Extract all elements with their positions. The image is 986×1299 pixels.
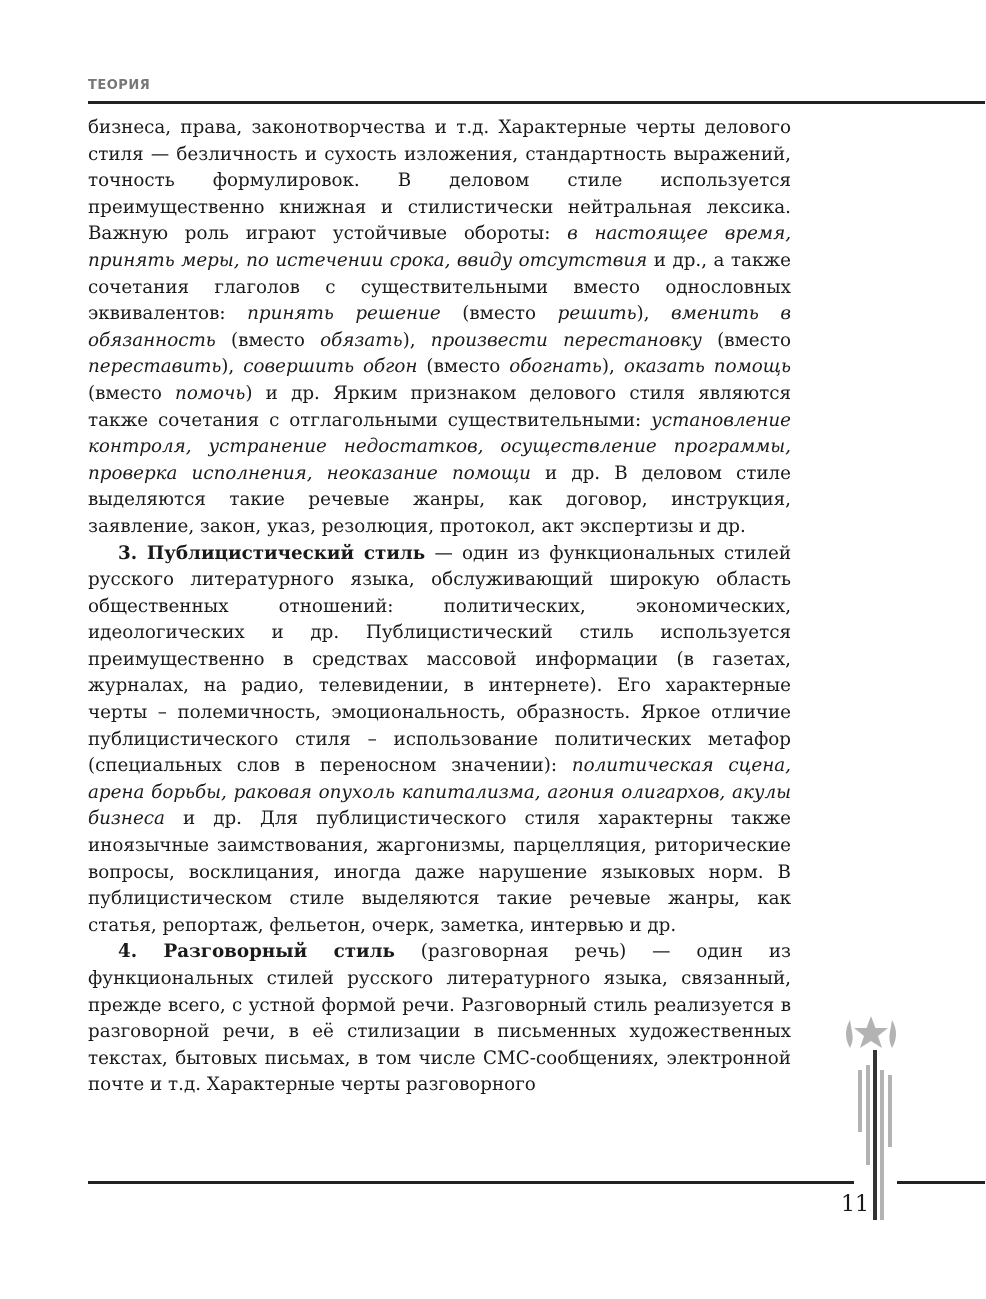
italic-example: совершить обгон xyxy=(243,356,418,378)
italic-example: помочь xyxy=(175,382,246,404)
text-run: — один из функциональных стилей русского литературного языка, обслуживающий широкую область общественных отношений: политических, экономических, идеологических и др. Публицистический стиль используется преимущественно в средствах массовой информации (в газетах, журналах, на радио, телевидении, в интернете). Его характерные черты – полемичность, эмоциональность, образность. Яркое отличие публицистического стиля – использование политических метафор (специальных слов в переносном значении): xyxy=(88,542,792,777)
italic-example: политическая сцена, арена борьбы, раковая опухоль капитализма, агония олигархов, акулы бизнеса xyxy=(88,755,791,830)
footer-rule xyxy=(88,1181,854,1184)
text-run: и др. Для публицистического стиля характерны также иноязычные заимствования, жаргонизмы, парцелляция, риторические вопросы, восклицания, иногда даже нарушение языковых норм. В публицистическом стиле выделяются такие речевые жанры, как статья, репортаж, фельетон, очерк, заметка, интервью и др. xyxy=(88,808,791,936)
emblem-bar xyxy=(888,1075,892,1147)
text-run: (разговорная речь) — один из функциональных стилей русского литературного языка, связанный, прежде всего, с устной формой речи. Разговорный стиль реализуется в разговорной речи, в её стилизации в письменных художественных текстах, бытовых письмах, в том числе СМС-сообщениях, электронной почте и т.д. Характерные черты разговорного xyxy=(88,941,791,1096)
header-rule xyxy=(88,101,985,104)
star-icon xyxy=(854,1016,888,1048)
paragraph-colloquial-style xyxy=(88,939,791,1099)
text-run: и др., а также сочетания глаголов с существительными вместо однословных эквивалентов: xyxy=(88,249,792,325)
italic-example: вменить в обязанность xyxy=(88,303,791,351)
laurel-left-icon xyxy=(846,1020,853,1048)
footer-rule xyxy=(897,1181,985,1184)
text-run: ) и др. Ярким признаком делового стиля являются также сочетания с отглагольными существительными: xyxy=(88,382,792,431)
italic-example: в настоящее время, принять меры, по истечении срока, ввиду отсутствия xyxy=(88,223,792,271)
italic-example: обязать xyxy=(320,329,403,351)
emblem-bar xyxy=(858,1070,862,1132)
text-run: (вместо xyxy=(701,329,791,351)
text-run: (вместо xyxy=(417,356,510,378)
text-run: (вместо xyxy=(440,303,558,325)
text-run: и др. В деловом стиле выделяются такие речевые жанры, как договор, инструкция, заявление, закон, указ, резолюция, протокол, акт экспертизы и др. xyxy=(88,462,791,537)
italic-example: переставить xyxy=(88,356,222,378)
italic-example: установление контроля, устранение недостатков, осуществление программы, проверка исполнения, неоказание помощи xyxy=(88,409,791,484)
star-wreath-emblem-icon xyxy=(840,1010,902,1220)
paragraph-publicistic-style xyxy=(88,541,791,940)
page-number: 11 xyxy=(841,1192,869,1217)
italic-example: решить xyxy=(557,303,637,325)
section-heading-publicistic: 3. Публицистический стиль xyxy=(118,542,426,564)
emblem-bar-dark xyxy=(873,1050,877,1220)
italic-example: обогнать xyxy=(509,356,602,378)
text-run: ), xyxy=(221,356,244,378)
emblem-bar xyxy=(866,1065,870,1165)
text-run: ), xyxy=(402,329,431,351)
text-run: ), xyxy=(601,356,624,378)
italic-example: оказать помощь xyxy=(623,356,791,378)
emblem-bar xyxy=(880,1070,884,1220)
italic-example: принять решение xyxy=(247,303,441,325)
text-run: (вместо xyxy=(88,382,176,404)
text-run: бизнеса, права, законотворчества и т.д. Характерные черты делового стиля — безличность и сухость изложения, стандартность выражений, точность формулировок. В деловом стиле используется преимущественно книжная и стилистически нейтральная лексика. Важную роль играют устойчивые обороты: xyxy=(88,117,791,245)
laurel-right-icon xyxy=(889,1020,896,1048)
section-heading-colloquial: 4. Разговорный стиль xyxy=(118,941,395,963)
paragraph-business-style xyxy=(88,115,791,541)
body-text xyxy=(88,115,791,1099)
text-run: ), xyxy=(636,303,672,325)
italic-example: произвести перестановку xyxy=(430,329,702,351)
section-label: ТЕОРИЯ xyxy=(88,78,151,93)
text-run: (вместо xyxy=(215,329,321,351)
